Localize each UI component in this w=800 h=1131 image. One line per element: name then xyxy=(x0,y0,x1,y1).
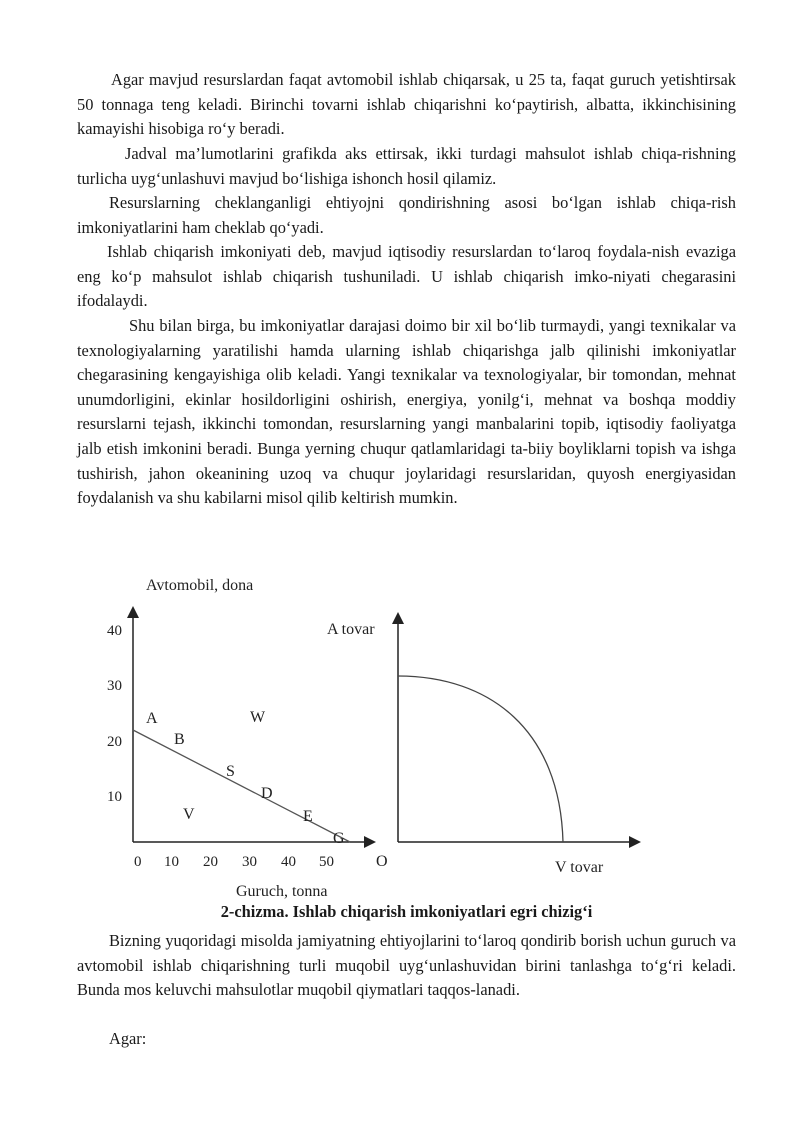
y-tick-30: 30 xyxy=(107,678,122,694)
region-label-w: W xyxy=(250,709,266,726)
x-tick-30: 30 xyxy=(242,854,257,870)
paragraph-1: Agar mavjud resurslardan faqat avtomobil ishlab chiqarsak, u 25 ta, faqat guruch yetishtirsak 50 tonnaga teng keladi. Birinchi tovarni ishlab chiqarishni ko‘paytirish, albatta, ikkinchisining kamayishi hisobiga ro‘y beradi. xyxy=(77,70,736,139)
paragraph-2: Jadval ma’lumotlarini grafikda aks ettirsak, ikki turdagi mahsulot ishlab chiqa-rishning turlicha uyg‘unlashuvi mavjud bo‘lishiga ishonch hosil qilamiz. xyxy=(77,144,736,188)
paragraph-4: Ishlab chiqarish imkoniyati deb, mavjud iqtisodiy resurslardan to‘laroq foydala-nish evaziga eng ko‘p mahsulot ishlab chiqarish tushuniladi. U ishlab chiqarish imko-niyati chegarasini ifodalaydi. xyxy=(77,242,736,311)
x-tick-0: 0 xyxy=(134,854,142,870)
paragraph-3: Resurslarning cheklanganligi ehtiyojni qondirishning asosi bo‘lgan ishlab chiqa-rish imkoniyatlarini ham cheklab qo‘yadi. xyxy=(77,193,736,237)
right-ylabel: A tovar xyxy=(327,621,375,638)
y-tick-10: 10 xyxy=(107,789,122,805)
x-tick-50: 50 xyxy=(319,854,334,870)
point-label-a: A xyxy=(146,710,158,727)
x-tick-40: 40 xyxy=(281,854,296,870)
left-xlabel: Guruch, tonna xyxy=(236,883,328,900)
y-tick-40: 40 xyxy=(107,623,122,639)
x-tick-20: 20 xyxy=(203,854,218,870)
ppf-curve xyxy=(398,676,563,842)
paragraph-7: Agar: xyxy=(109,1029,147,1048)
point-label-g: G xyxy=(333,830,345,847)
ppf-line xyxy=(133,730,350,842)
chart-svg xyxy=(90,570,730,905)
paragraph-6: Bizning yuqoridagi misolda jamiyatning ehtiyojlarini to‘laroq qondirib borish uchun guruch va avtomobil ishlab chiqarishning turli muqobil uyg‘unlashuvidan birini tanlashga to‘g‘ri keladi. Bunda mos keluvchi mahsulotlar muqobil qiymatlari taqqos-lanadi. xyxy=(77,931,736,1000)
point-label-d: D xyxy=(261,785,273,802)
point-label-e: E xyxy=(303,808,313,825)
figure-caption: 2-chizma. Ishlab chiqarish imkoniyatlari egri chizig‘i xyxy=(220,902,593,921)
right-xlabel: V tovar xyxy=(555,859,604,876)
x-tick-10: 10 xyxy=(164,854,179,870)
left-ylabel: Avtomobil, dona xyxy=(146,577,254,594)
origin-label: O xyxy=(376,853,388,870)
region-label-v: V xyxy=(183,806,195,823)
y-tick-20: 20 xyxy=(107,734,122,750)
figure-production-possibilities xyxy=(90,570,730,905)
point-label-b: B xyxy=(174,731,185,748)
region-label-s: S xyxy=(226,763,235,780)
paragraph-5: Shu bilan birga, bu imkoniyatlar darajasi doimo bir xil bo‘lib turmaydi, yangi texnikalar va texnologiyalarning yaratilishi hamda ularning ishlab chiqarishga jalb qilinishi imkoniyatlar chegarasining kengayishiga olib keladi. Yangi texnikalar va texnologiyalar, bir tomondan, mehnat unumdorligini, ekinlar hosildorligini oshirish, energiya, yonilg‘i, mehnat va boshqa moddiy resurslarni tejash, ikkinchi tomondan, resurslarning yangi manbalarini topib, iqtisodiy faoliyatga jalb etish imkonini beradi. Bunga yerning chuqur qatlamlaridagi ta-biiy boyliklarni topish va ishga tushirish, jahon okeanining uzoq va chuqur joylaridagi resurslaridan, quyosh energiyasidan foydalanish va shu kabilarni misol qilib keltirish mumkin. xyxy=(77,316,736,508)
